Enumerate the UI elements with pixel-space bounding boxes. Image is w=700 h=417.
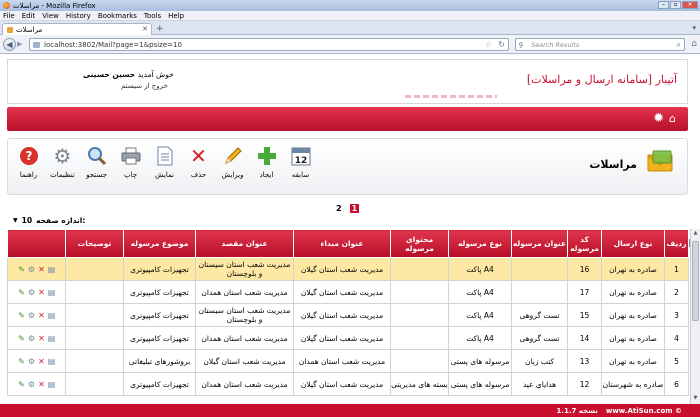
user-name: حسین حسینی: [83, 70, 136, 79]
gear-icon: ⚙: [53, 144, 72, 168]
vertical-scrollbar[interactable]: [690, 229, 700, 404]
page-header: [7, 59, 688, 104]
cell-content: بسته های مدیریتی: [391, 373, 449, 396]
delete-x-icon: ✕: [190, 144, 207, 168]
row-actions: [8, 327, 66, 350]
cell-type: مرسوله های پستی: [449, 350, 512, 373]
cell-content: [391, 258, 449, 281]
menu-tools[interactable]: Tools: [143, 11, 162, 20]
col-title[interactable]: عنوان مرسوله: [512, 230, 568, 258]
view-button[interactable]: [149, 144, 180, 185]
url-text: localhost:3802/Mail?page=1&psize=10: [44, 41, 182, 49]
close-window-button[interactable]: ✕: [682, 1, 698, 9]
cell-send-type: صادره به تهران: [602, 258, 665, 281]
edit-row-icon[interactable]: ✎: [18, 287, 25, 297]
cell-destination: مدیریت شعب استان سیستان و بلوچستان: [196, 304, 294, 327]
cell-subject: بروشورهای تبلیغاتی: [124, 350, 196, 373]
logout-link[interactable]: خروج از سیستم: [121, 82, 168, 90]
cell-send-type: صادره به شهرستان: [602, 373, 665, 396]
cell-row-number: 4: [665, 327, 689, 350]
search-icon[interactable]: ⌕: [676, 40, 681, 49]
cell-type: پاکت A4: [449, 327, 512, 350]
cell-origin: مدیریت شعب استان گیلان: [294, 258, 391, 281]
action-toolbar: [7, 138, 688, 195]
search-engine-icon[interactable]: g: [519, 41, 523, 48]
view-label: نمایش: [154, 171, 174, 179]
cell-origin: مدیریت شعب استان گیلان: [294, 373, 391, 396]
col-content[interactable]: محتوای مرسوله: [391, 230, 449, 258]
cell-subject: تجهیزات کامپیوتری: [124, 327, 196, 350]
cell-subject: تجهیزات کامپیوتری: [124, 258, 196, 281]
view-row-icon[interactable]: ▤: [47, 287, 56, 297]
row-actions: [8, 373, 66, 396]
page-size-control: [13, 216, 85, 225]
cell-type: مرسوله های پستی: [449, 373, 512, 396]
search-label: جستجو: [86, 171, 107, 179]
settings-button[interactable]: [47, 144, 78, 185]
section-title: مراسلات: [589, 158, 637, 171]
row-actions: [8, 281, 66, 304]
cell-description: [66, 327, 124, 350]
table-row[interactable]: [8, 304, 689, 327]
cell-title: کتب زبان: [512, 350, 568, 373]
row-actions: [8, 258, 66, 281]
print-label: چاپ: [123, 171, 138, 179]
table-row[interactable]: [8, 258, 689, 281]
new-tab-button[interactable]: +: [156, 24, 164, 34]
pagination: [336, 204, 359, 213]
cell-content: [391, 350, 449, 373]
edit-row-icon[interactable]: ✎: [18, 333, 25, 343]
top-nav-bar: [7, 107, 688, 131]
brand-decoration: [405, 95, 497, 98]
cell-row-number: 1: [665, 258, 689, 281]
cell-type: پاکت A4: [449, 281, 512, 304]
cell-row-number: 3: [665, 304, 689, 327]
row-actions: [8, 350, 66, 373]
app-brand-title: آتیبار [سامانه ارسال و مراسلات]: [526, 73, 677, 86]
table-row[interactable]: [8, 373, 689, 396]
cell-title: [512, 281, 568, 304]
maximize-button[interactable]: ▫: [670, 1, 681, 9]
search-bar[interactable]: [515, 38, 685, 51]
help-button[interactable]: [13, 144, 44, 185]
cell-code: 16: [568, 258, 602, 281]
create-label: ایجاد: [259, 171, 274, 179]
site-link[interactable]: www.AtiSun.com ©: [605, 406, 682, 415]
cell-content: [391, 327, 449, 350]
scroll-thumb[interactable]: [692, 241, 699, 321]
view-row-icon[interactable]: ▤: [47, 264, 56, 274]
plus-icon: [256, 144, 278, 168]
tab-favicon-icon: [7, 27, 13, 33]
menu-bookmarks[interactable]: Bookmarks: [97, 11, 137, 20]
window-title: مراسلات - Mozilla Firefox: [13, 1, 96, 10]
magnifier-icon: [86, 144, 108, 168]
window-controls: [658, 1, 698, 9]
cell-send-type: صادره به تهران: [602, 327, 665, 350]
cell-origin: مدیریت شعب استان گیلان: [294, 304, 391, 327]
cell-content: [391, 281, 449, 304]
help-icon: [18, 144, 40, 168]
view-row-icon[interactable]: ▤: [47, 379, 56, 389]
view-row-icon[interactable]: ▤: [47, 310, 56, 320]
minimize-button[interactable]: –: [658, 1, 669, 9]
search-button[interactable]: [81, 144, 112, 185]
cell-description: [66, 350, 124, 373]
page-link[interactable]: 2: [336, 204, 342, 213]
tab-title: مراسلات: [16, 25, 43, 34]
view-row-icon[interactable]: ▤: [47, 356, 56, 366]
firefox-icon: [3, 2, 10, 9]
table-header-row: [8, 230, 689, 258]
menu-view[interactable]: View: [42, 11, 59, 20]
cell-row-number: 5: [665, 350, 689, 373]
chevron-down-icon[interactable]: ▼: [13, 217, 18, 224]
menu-history[interactable]: History: [65, 11, 91, 20]
cell-title: هدایای عید: [512, 373, 568, 396]
cell-code: 15: [568, 304, 602, 327]
toolbar-buttons: [13, 144, 316, 185]
settings-label: تنظیمات: [50, 171, 75, 179]
site-identity-icon: [33, 42, 40, 48]
settings-row-icon[interactable]: ⚙: [27, 379, 36, 389]
tabbar: [0, 21, 700, 35]
help-label: راهنما: [19, 171, 38, 179]
back-button[interactable]: ◀: [3, 38, 16, 51]
delete-row-icon[interactable]: ✕: [38, 333, 45, 343]
cell-title: تست گروهی: [512, 304, 568, 327]
col-row-number[interactable]: ردیف: [665, 230, 689, 258]
cell-origin: مدیریت شعب استان گیلان: [294, 327, 391, 350]
delete-row-icon[interactable]: ✕: [38, 379, 45, 389]
cell-code: 12: [568, 373, 602, 396]
settings-row-icon[interactable]: ⚙: [27, 333, 36, 343]
printer-icon: [120, 144, 142, 168]
edit-row-icon[interactable]: ✎: [18, 379, 25, 389]
delete-row-icon[interactable]: ✕: [38, 287, 45, 297]
delete-label: حذف: [190, 171, 207, 179]
edit-label: ویرایش: [221, 171, 244, 179]
settings-row-icon[interactable]: ⚙: [27, 287, 36, 297]
scroll-up-icon[interactable]: ▲: [693, 230, 698, 236]
page-size-value[interactable]: 10: [21, 216, 33, 225]
col-destination[interactable]: عنوان مقصد: [196, 230, 294, 258]
cell-origin: مدیریت شعب استان همدان: [294, 350, 391, 373]
menu-file[interactable]: File: [3, 11, 15, 20]
edit-row-icon[interactable]: ✎: [18, 264, 25, 274]
cell-destination: مدیریت شعب استان همدان: [196, 327, 294, 350]
mail-table: [7, 229, 689, 396]
settings-gear-icon[interactable]: ✹: [653, 111, 664, 126]
cell-description: [66, 304, 124, 327]
table-row[interactable]: [8, 350, 689, 373]
search-placeholder: Search Results: [531, 41, 580, 49]
cell-subject: تجهیزات کامپیوتری: [124, 373, 196, 396]
tab-list-button[interactable]: ▾: [692, 24, 696, 32]
browser-tab[interactable]: [2, 23, 152, 35]
home-icon[interactable]: ⌂: [691, 39, 697, 49]
cell-title: تست گروهی: [512, 327, 568, 350]
cell-title: [512, 258, 568, 281]
cell-destination: مدیریت شعب استان گیلان: [196, 350, 294, 373]
cell-destination: مدیریت شعب استان همدان: [196, 373, 294, 396]
cell-description: [66, 258, 124, 281]
welcome-prefix: خوش آمدید: [137, 70, 174, 79]
delete-row-icon[interactable]: ✕: [38, 264, 45, 274]
cell-description: [66, 281, 124, 304]
window-titlebar: [0, 0, 700, 11]
mail-envelopes-icon: [645, 149, 675, 177]
cell-send-type: صادره به تهران: [602, 350, 665, 373]
calendar-icon: [290, 144, 312, 168]
cell-code: 13: [568, 350, 602, 373]
view-row-icon[interactable]: ▤: [47, 333, 56, 343]
close-tab-icon[interactable]: ✕: [142, 25, 148, 33]
col-description[interactable]: توصیحات: [66, 230, 124, 258]
create-button[interactable]: [251, 144, 282, 185]
menu-edit[interactable]: Edit: [21, 11, 36, 20]
url-bar[interactable]: [29, 38, 509, 51]
scroll-down-icon[interactable]: ▼: [693, 395, 698, 401]
svg-text:?: ?: [25, 149, 32, 163]
history-button[interactable]: [285, 144, 316, 185]
cell-subject: تجهیزات کامپیوتری: [124, 304, 196, 327]
col-send-type[interactable]: نوع ارسال: [602, 230, 665, 258]
bookmark-star-icon[interactable]: ☆: [484, 40, 492, 49]
cell-destination: مدیریت شعب استان سیستان و بلوچستان: [196, 258, 294, 281]
cell-destination: مدیریت شعب استان همدان: [196, 281, 294, 304]
cell-type: پاکت A4: [449, 304, 512, 327]
document-icon: [154, 144, 176, 168]
table-row[interactable]: [8, 327, 689, 350]
page-link-current[interactable]: 1: [351, 204, 358, 213]
cell-row-number: 6: [665, 373, 689, 396]
edit-row-icon[interactable]: ✎: [18, 356, 25, 366]
delete-row-icon[interactable]: ✕: [38, 356, 45, 366]
cell-send-type: صادره به تهران: [602, 304, 665, 327]
settings-row-icon[interactable]: ⚙: [27, 356, 36, 366]
svg-text:12: 12: [294, 156, 307, 166]
welcome-text: [83, 70, 174, 79]
col-origin[interactable]: عنوان مبداء: [294, 230, 391, 258]
col-actions: [8, 230, 66, 258]
forward-button[interactable]: ▶: [17, 40, 23, 48]
cell-content: [391, 304, 449, 327]
menubar: [0, 11, 700, 21]
cell-description: [66, 373, 124, 396]
navigation-toolbar: [0, 35, 700, 54]
version-text: نسخه 1.1.7: [556, 406, 598, 415]
cell-row-number: 2: [665, 281, 689, 304]
home-icon[interactable]: ⌂: [669, 112, 676, 125]
page-size-label: اندازه صفحه:: [36, 216, 86, 225]
delete-row-icon[interactable]: ✕: [38, 310, 45, 320]
pencil-icon: [222, 144, 244, 168]
cell-code: 17: [568, 281, 602, 304]
col-type[interactable]: نوع مرسوله: [449, 230, 512, 258]
delete-button[interactable]: [183, 144, 214, 185]
cell-origin: مدیریت شعب استان گیلان: [294, 281, 391, 304]
cell-send-type: صادره به تهران: [602, 281, 665, 304]
page-footer: [0, 404, 700, 417]
cell-subject: تجهیزات کامپیوتری: [124, 281, 196, 304]
menu-help[interactable]: Help: [168, 11, 185, 20]
col-subject[interactable]: موضوع مرسوله: [124, 230, 196, 258]
edit-row-icon[interactable]: ✎: [18, 310, 25, 320]
edit-button[interactable]: [217, 144, 248, 185]
row-actions: [8, 304, 66, 327]
settings-row-icon[interactable]: ⚙: [27, 264, 36, 274]
reload-icon[interactable]: ↻: [498, 40, 505, 49]
cell-code: 14: [568, 327, 602, 350]
col-code[interactable]: کد مرسوله: [568, 230, 602, 258]
cell-type: پاکت A4: [449, 258, 512, 281]
print-button[interactable]: [115, 144, 146, 185]
table-row[interactable]: [8, 281, 689, 304]
history-label: سابقه: [291, 171, 310, 179]
settings-row-icon[interactable]: ⚙: [27, 310, 36, 320]
